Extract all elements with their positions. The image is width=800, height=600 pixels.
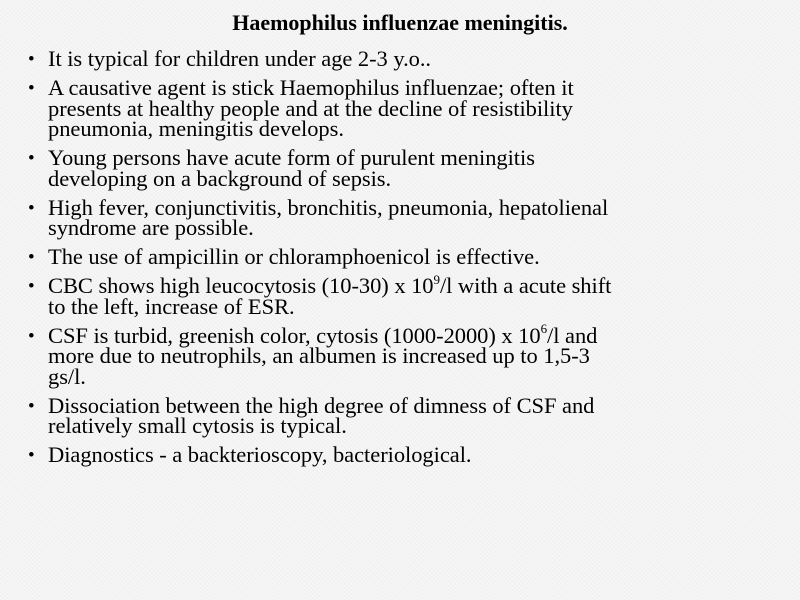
bullet-item — [28, 46, 788, 71]
bullet-dot: • — [28, 395, 35, 417]
bullet-dot: • — [28, 148, 35, 169]
bullet-text: High fever, conjunctivitis, bronchitis, pneumonia, hepatolienal — [48, 194, 609, 220]
bullet-text: to the left, increase of ESR. — [48, 293, 295, 319]
bullet-item — [28, 442, 788, 467]
bullet-item — [28, 244, 788, 269]
bullet-dot: • — [28, 49, 35, 70]
bullet-item — [28, 194, 788, 240]
superscript-exponent: 6 — [540, 321, 548, 336]
bullet-dot: • — [28, 325, 35, 347]
bullet-dot: • — [28, 276, 35, 297]
bullet-dot: • — [28, 247, 35, 268]
bullet-dot: • — [28, 78, 35, 99]
bullet-item — [28, 145, 788, 191]
bullet-text: syndrome are possible. — [48, 215, 254, 240]
bullet-text: A causative agent is stick Haemophilus influenzae; often it — [48, 75, 574, 100]
bullet-item — [28, 321, 788, 389]
bullet-text: presents at healthy people and at the decline of resistibility — [48, 95, 573, 121]
bullet-text: pneumonia, meningitis develops. — [48, 116, 344, 141]
bullet-text: more due to neutrophils, an albumen is increased up to 1,5-3 — [48, 343, 590, 368]
bullet-dot: • — [28, 445, 35, 466]
bullet-item — [28, 392, 788, 438]
bullet-text: relatively small cytosis is typical. — [48, 413, 347, 438]
bullet-text: Young persons have acute form of purulent meningitis — [48, 145, 535, 170]
bullet-list — [28, 46, 788, 474]
bullet-item — [28, 271, 788, 319]
bullet-text: CSF is turbid, greenish color, cytosis (1000-2000) x 10 — [48, 322, 541, 348]
slide-title: Haemophilus influenzae meningitis. — [232, 10, 568, 35]
bullet-text: The use of ampicillin or chloramphoenicol is effective. — [48, 244, 540, 269]
bullet-text: It is typical for children under age 2-3 y.o.. — [48, 46, 431, 71]
bullet-text: gs/l. — [48, 363, 86, 389]
bullet-dot: • — [28, 197, 35, 219]
superscript-exponent: 9 — [433, 271, 440, 287]
bullet-text: Diagnostics - a backterioscopy, bacteriological. — [48, 442, 472, 467]
bullet-text: CBC shows high leucocytosis (10-30) x 10 — [48, 273, 434, 298]
bullet-text: Dissociation between the high degree of dimness of CSF and — [48, 392, 595, 418]
bullet-text: /l and — [547, 322, 598, 348]
bullet-text: developing on a background of sepsis. — [48, 165, 392, 191]
bullet-item — [28, 75, 788, 141]
bullet-text: /l with a acute shift — [439, 273, 612, 298]
